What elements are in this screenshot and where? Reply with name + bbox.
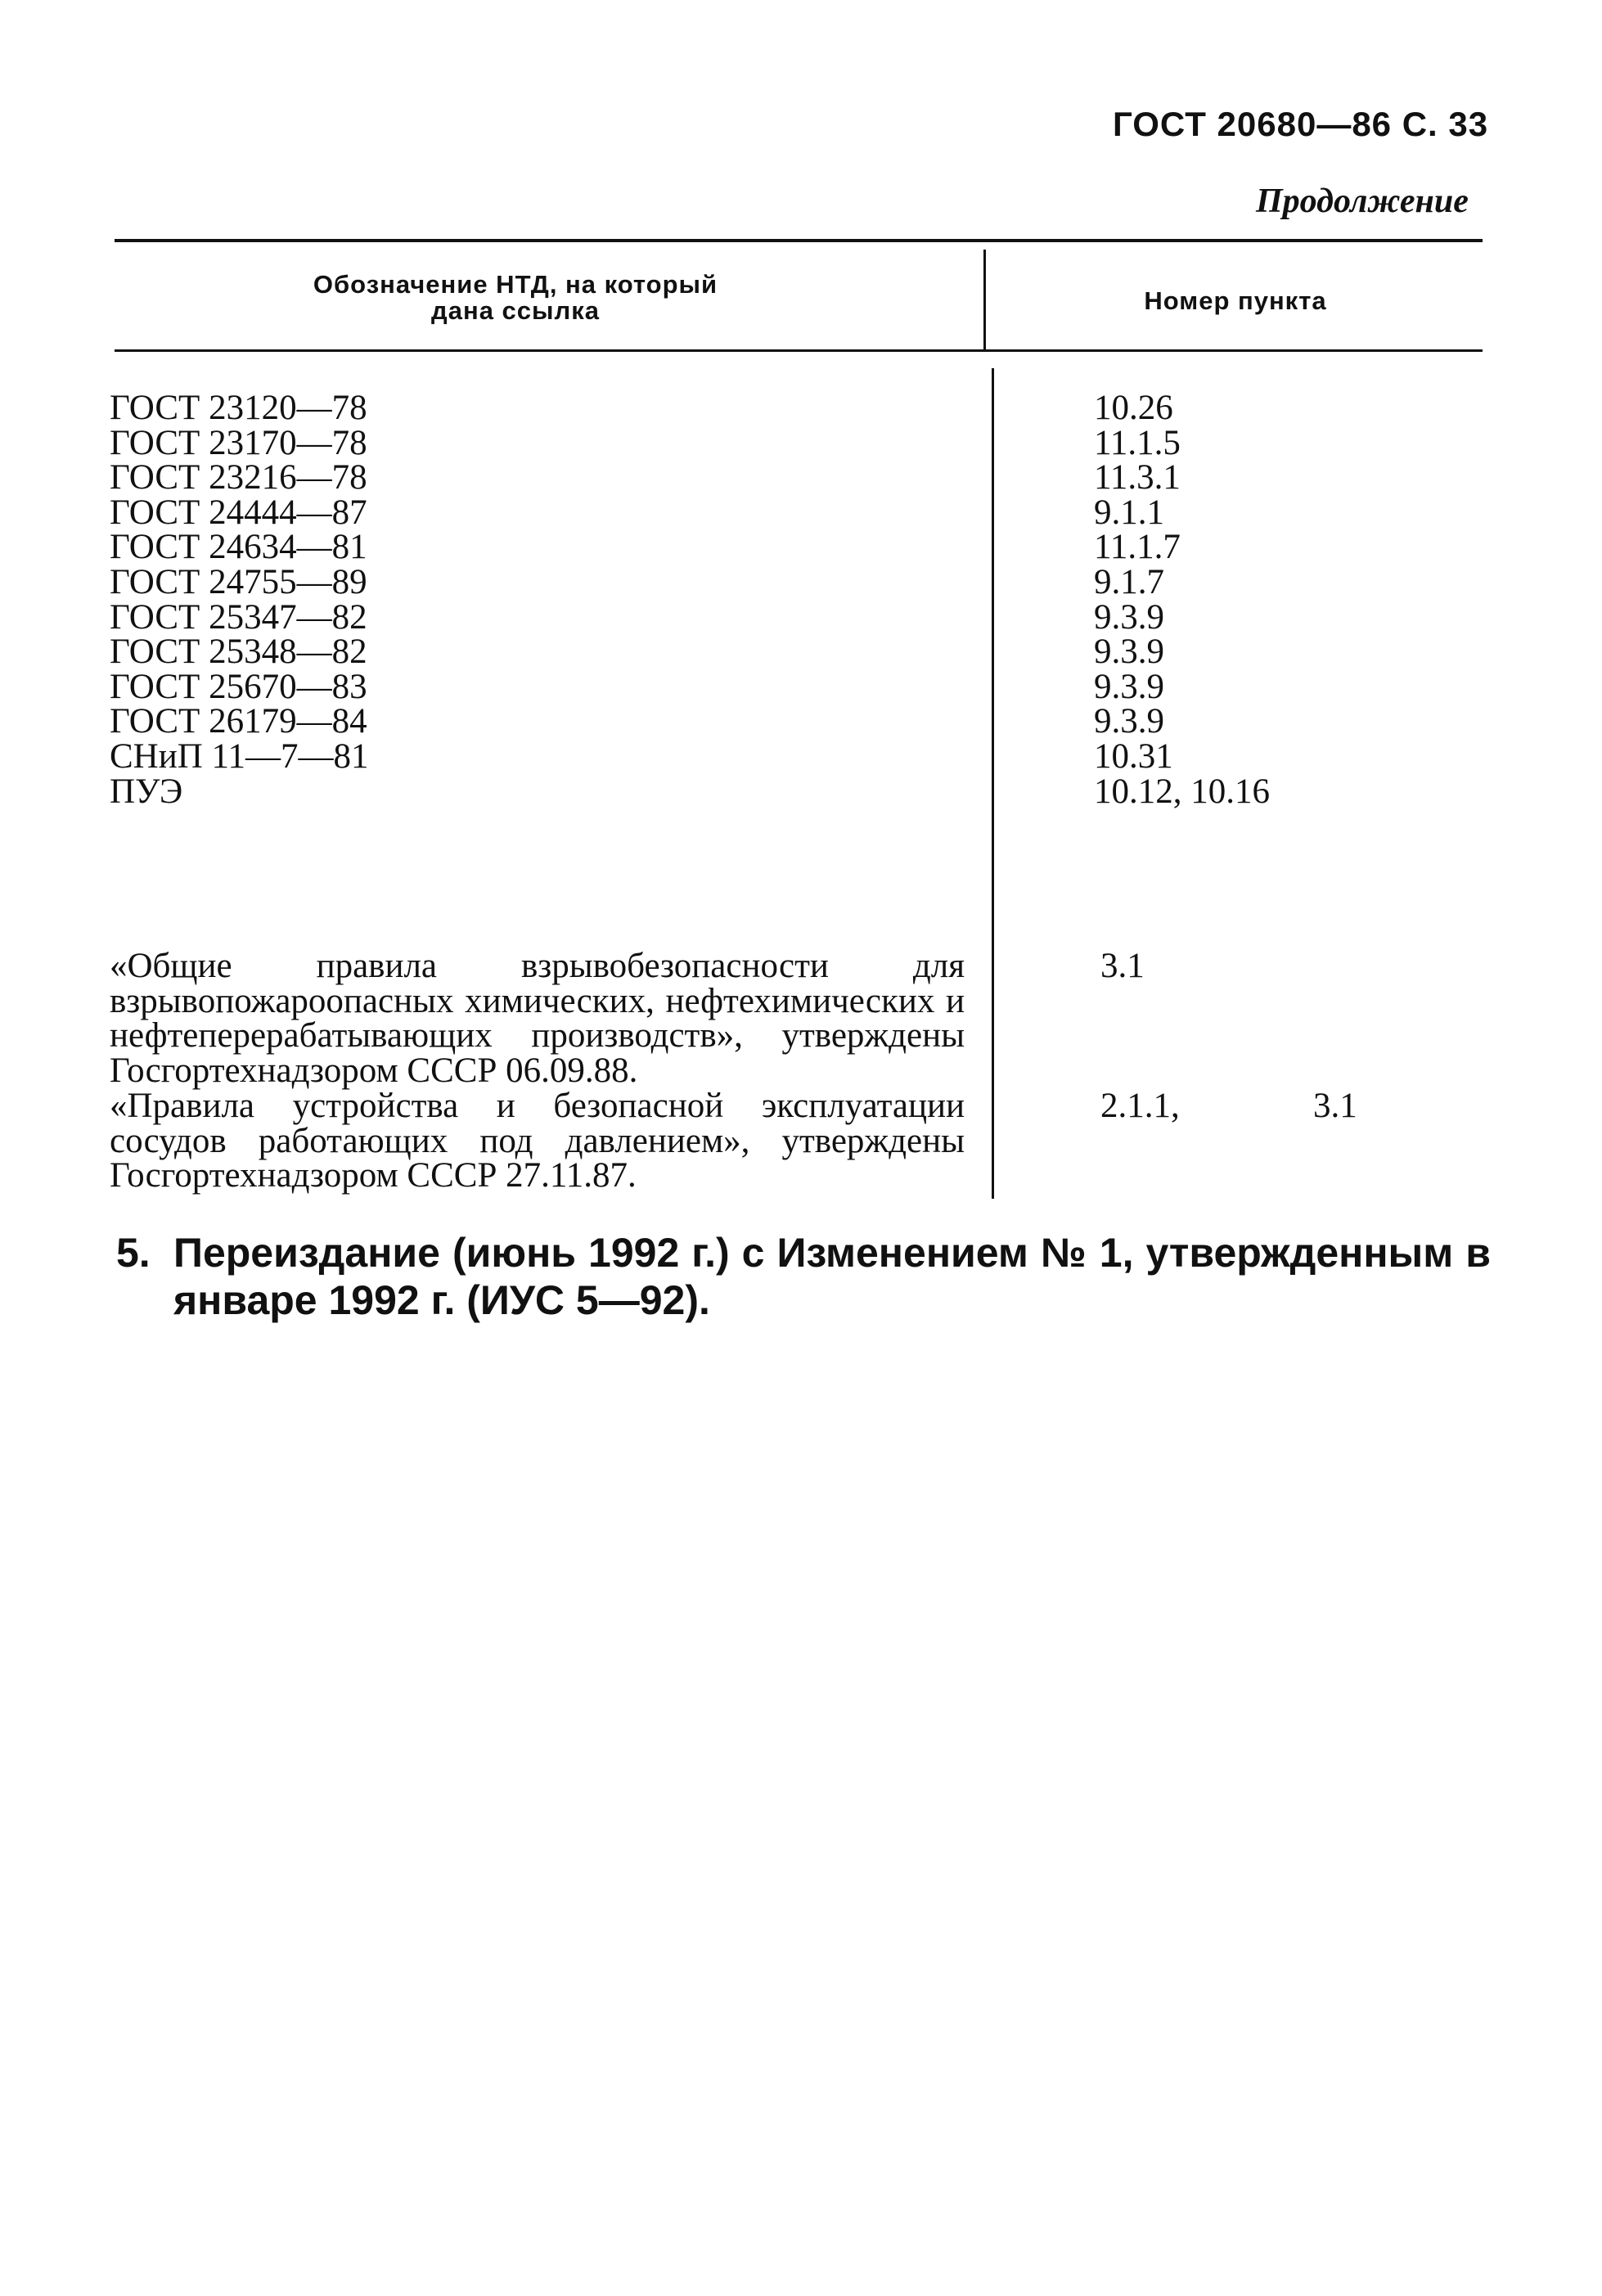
table-row-rules-clause: 3.1 bbox=[1100, 947, 1145, 985]
table-row-clause: 11.3.1 bbox=[1094, 458, 1181, 497]
table-row-document: ГОСТ 23216—78 bbox=[110, 458, 367, 497]
reference-document-list bbox=[110, 391, 368, 809]
continuation-label: Продолжение bbox=[1256, 182, 1469, 220]
table-row-clause: 10.31 bbox=[1094, 736, 1173, 776]
note-text: Переиздание (июнь 1992 г.) с Изменением № 1, утвержденным в январе 1992 г. (ИУС 5—92). bbox=[173, 1230, 1491, 1323]
table-row-document: ГОСТ 24634—81 bbox=[110, 528, 367, 567]
reissue-note bbox=[116, 1229, 1491, 1324]
table-row-document: ПУЭ bbox=[110, 772, 183, 811]
table-row-document: ГОСТ 23170—78 bbox=[110, 423, 367, 462]
table-row-document: ГОСТ 25347—82 bbox=[110, 597, 367, 637]
table-row-document: ГОСТ 25348—82 bbox=[110, 633, 367, 672]
table-row-clause: 9.3.9 bbox=[1094, 633, 1164, 672]
table-row-document: ГОСТ 23120—78 bbox=[110, 389, 367, 427]
table-row-clause: 9.3.9 bbox=[1094, 597, 1164, 637]
header-column-divider bbox=[983, 250, 986, 349]
table-row-clause: 9.3.9 bbox=[1094, 702, 1164, 741]
table-row-document: ГОСТ 24755—89 bbox=[110, 562, 367, 601]
table-row-rules-document: «Правила устройства и безопасной эксплуатации сосудов работающих под давлением», утверждены Госгортехнадзором СССР 27.11.87. bbox=[110, 1087, 965, 1195]
table-row-document: ГОСТ 25670—83 bbox=[110, 667, 367, 706]
clause-number-list bbox=[1094, 391, 1270, 809]
table-row-clause: 10.12, 10.16 bbox=[1094, 772, 1270, 811]
column-header-clause: Номер пункта bbox=[1144, 286, 1327, 315]
header-bottom-rule bbox=[115, 349, 1483, 352]
table-row-rules-clause: 3.1 bbox=[1313, 1087, 1357, 1125]
table-row-clause: 9.3.9 bbox=[1094, 667, 1164, 706]
table-row-clause: 11.1.5 bbox=[1094, 423, 1181, 462]
table-row-clause: 10.26 bbox=[1094, 389, 1173, 427]
table-row-document: ГОСТ 24444—87 bbox=[110, 493, 367, 532]
table-row-clause: 11.1.7 bbox=[1094, 528, 1181, 567]
column-header-document: Обозначение НТД, на который дана ссылка bbox=[313, 270, 718, 325]
table-row-clause: 9.1.1 bbox=[1094, 493, 1164, 532]
table-top-rule bbox=[115, 239, 1483, 242]
table-row-rules-document: «Общие правила взрывобезопасности для взрывопожароопасных химических, нефтехимических и нефтеперерабатывающих производств», утверждены Госгортехнадзором СССР 06.09.88. bbox=[110, 947, 965, 1090]
table-row-document: ГОСТ 26179—84 bbox=[110, 702, 367, 741]
table-row-document: СНиП 11—7—81 bbox=[110, 736, 369, 776]
body-column-divider bbox=[992, 368, 994, 1199]
table-row-rules-clause: 2.1.1, bbox=[1100, 1087, 1180, 1125]
table-row-clause: 9.1.7 bbox=[1094, 562, 1164, 601]
page-header: ГОСТ 20680—86 С. 33 bbox=[1113, 105, 1489, 143]
note-number: 5. bbox=[116, 1230, 151, 1276]
